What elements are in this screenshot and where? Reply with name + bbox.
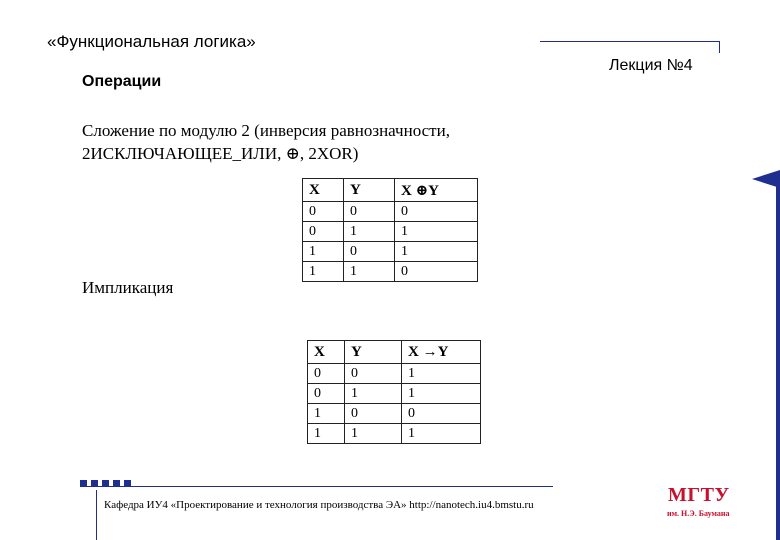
table-row bbox=[303, 202, 478, 222]
table-cell: 0 bbox=[303, 202, 344, 222]
table-row bbox=[308, 404, 481, 424]
table-cell: 1 bbox=[402, 384, 481, 404]
xor-description bbox=[82, 119, 450, 165]
table-cell: 1 bbox=[344, 262, 395, 282]
right-edge-bar bbox=[776, 178, 780, 540]
xor-description-line1: Сложение по модулю 2 (инверсия равнозначности, bbox=[82, 121, 450, 140]
table-cell: 1 bbox=[345, 384, 402, 404]
table-header-row bbox=[303, 179, 478, 202]
table-cell: 0 bbox=[395, 202, 478, 222]
header-cell-x: X bbox=[303, 179, 344, 202]
header-cell-x: X bbox=[308, 341, 345, 364]
table-cell: 0 bbox=[395, 262, 478, 282]
table-row bbox=[308, 384, 481, 404]
table-row bbox=[303, 222, 478, 242]
table-cell: 0 bbox=[402, 404, 481, 424]
table-cell: 0 bbox=[344, 202, 395, 222]
header-cell-y: Y bbox=[344, 179, 395, 202]
header-cell-result: X →Y bbox=[402, 341, 481, 364]
table-cell: 0 bbox=[303, 222, 344, 242]
table-cell: 0 bbox=[344, 242, 395, 262]
header-divider-tick bbox=[719, 41, 720, 53]
table-cell: 1 bbox=[308, 404, 345, 424]
header-divider bbox=[540, 41, 720, 42]
footer-vertical-divider bbox=[96, 490, 97, 540]
xor-truth-table bbox=[302, 178, 478, 282]
footer-text: Кафедра ИУ4 «Проектирование и технология производства ЭА» http://nanotech.iu4.bmstu.ru bbox=[104, 499, 534, 511]
table-cell: 1 bbox=[402, 424, 481, 444]
lecture-label: Лекция №4 bbox=[609, 57, 693, 74]
header-cell-y: Y bbox=[345, 341, 402, 364]
table-cell: 1 bbox=[303, 242, 344, 262]
table-row bbox=[308, 364, 481, 384]
table-row bbox=[303, 262, 478, 282]
footer-divider bbox=[80, 486, 553, 487]
xor-description-line2: 2ИСКЛЮЧАЮЩЕЕ_ИЛИ, ⊕, 2XOR) bbox=[82, 144, 359, 163]
implication-title: Импликация bbox=[82, 278, 174, 297]
table-cell: 1 bbox=[402, 364, 481, 384]
university-logo: МГТУ bbox=[668, 484, 730, 506]
table-header-row bbox=[308, 341, 481, 364]
section-title: Операции bbox=[82, 73, 162, 90]
table-row bbox=[303, 242, 478, 262]
table-cell: 0 bbox=[308, 364, 345, 384]
table-cell: 1 bbox=[395, 222, 478, 242]
course-title: «Функциональная логика» bbox=[47, 32, 256, 51]
table-cell: 1 bbox=[344, 222, 395, 242]
table-cell: 0 bbox=[308, 384, 345, 404]
table-cell: 1 bbox=[345, 424, 402, 444]
table-cell: 0 bbox=[345, 404, 402, 424]
university-logo-subtitle: им. Н.Э. Баумана bbox=[667, 509, 730, 518]
implication-truth-table bbox=[307, 340, 481, 444]
table-cell: 1 bbox=[395, 242, 478, 262]
table-row bbox=[308, 424, 481, 444]
header-cell-result: X ⊕Y bbox=[395, 179, 478, 202]
table-cell: 1 bbox=[308, 424, 345, 444]
table-cell: 1 bbox=[303, 262, 344, 282]
table-cell: 0 bbox=[345, 364, 402, 384]
